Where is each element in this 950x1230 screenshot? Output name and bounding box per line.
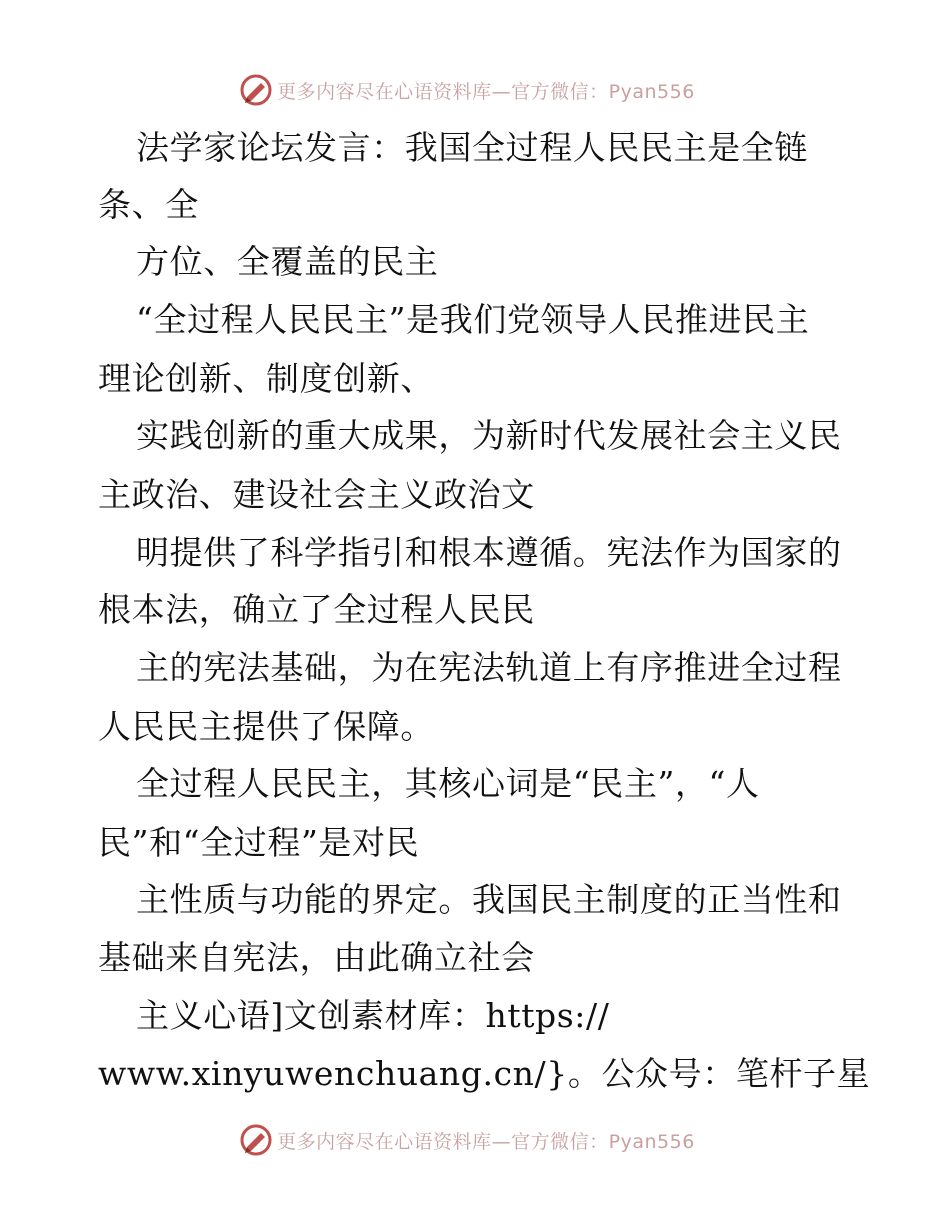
pen-logo-icon bbox=[239, 73, 273, 107]
text-line: 方位、全覆盖的民主 bbox=[136, 242, 439, 281]
text-line: 全过程人民民主，其核心词是“民主”，“人 bbox=[136, 764, 760, 803]
text-line: 主政治、建设社会主义政治文 bbox=[98, 475, 535, 514]
text-line: 民”和“全过程”是对民 bbox=[98, 823, 420, 862]
footer-watermark-inner bbox=[239, 1123, 695, 1157]
text-line: 实践创新的重大成果，为新时代发展社会主义民 bbox=[136, 416, 842, 455]
text-line: 主义心语]文创素材库：https:// bbox=[136, 996, 610, 1035]
text-line: 人民民主提供了保障。 bbox=[98, 707, 434, 746]
header-watermark-inner bbox=[239, 73, 695, 107]
text-line: 主的宪法基础，为在宪法轨道上有序推进全过程 bbox=[136, 648, 842, 687]
text-line: “全过程人民民主”是我们党领导人民推进民主 bbox=[136, 300, 810, 339]
pen-logo-icon bbox=[239, 1123, 273, 1157]
header-watermark-text: 更多内容尽在心语资料库—官方微信：Pyan556 bbox=[277, 80, 695, 103]
text-line: 基础来自宪法，由此确立社会 bbox=[98, 938, 535, 977]
text-line: 根本法，确立了全过程人民民 bbox=[98, 590, 535, 629]
text-line: 条、全 bbox=[98, 185, 199, 224]
text-line: 明提供了科学指引和根本遵循。宪法作为国家的 bbox=[136, 533, 842, 572]
footer-watermark-text: 更多内容尽在心语资料库—官方微信：Pyan556 bbox=[277, 1130, 695, 1153]
text-line: 主性质与功能的界定。我国民主制度的正当性和 bbox=[136, 880, 842, 919]
header-watermark-banner bbox=[0, 70, 950, 110]
text-line: 理论创新、制度创新、 bbox=[98, 359, 434, 398]
text-line: www.xinyuwenchuang.cn/}。公众号：笔杆子星 bbox=[98, 1054, 871, 1093]
footer-watermark-banner bbox=[0, 1120, 950, 1160]
text-line: 法学家论坛发言：我国全过程人民民主是全链 bbox=[136, 128, 808, 167]
